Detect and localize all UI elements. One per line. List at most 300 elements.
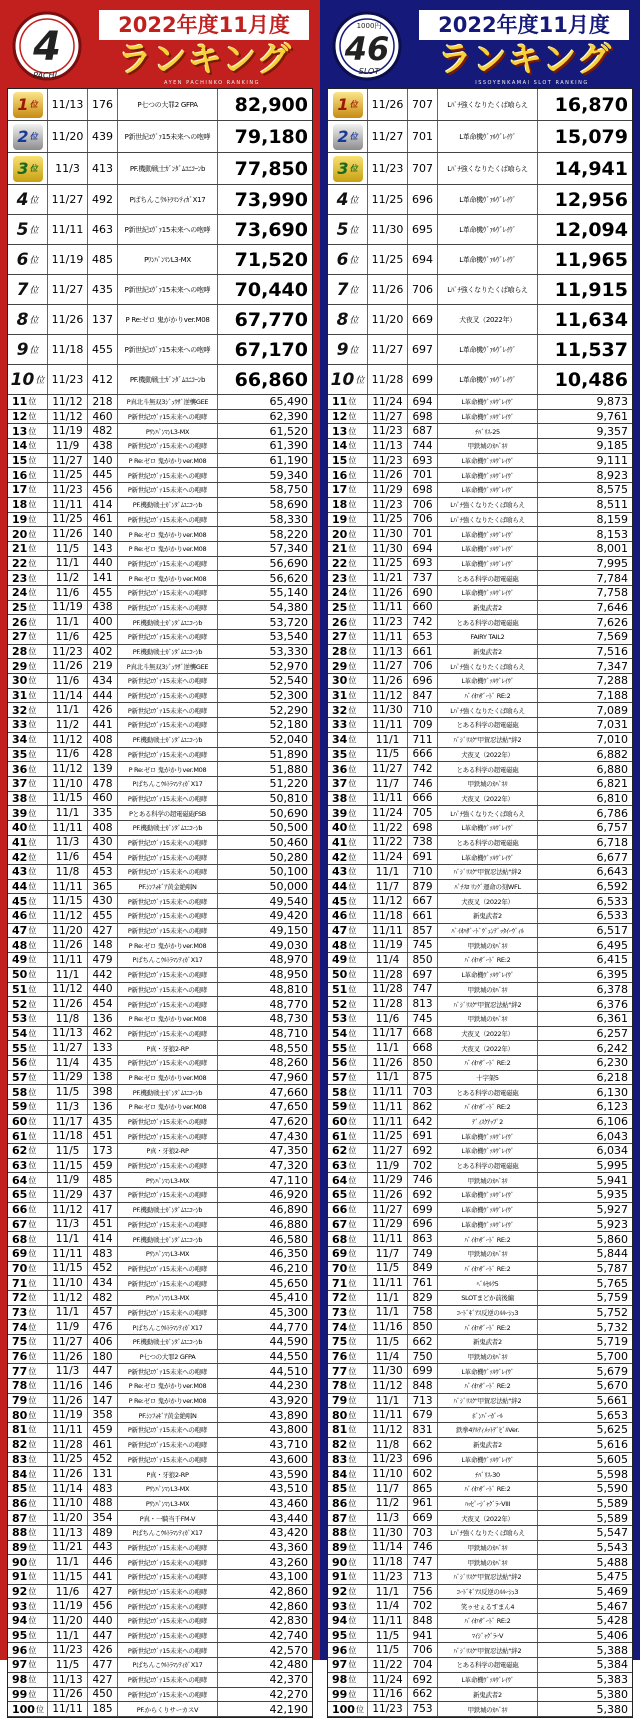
- machine-name-cell: P新世紀ｴｳﾞｧ15未来への咆哮: [118, 997, 218, 1011]
- date-cell: 11/26: [48, 305, 88, 334]
- rank-suffix: 位: [28, 441, 37, 451]
- rank-cell: [328, 1232, 368, 1246]
- machine-name-cell: 新鬼武者2: [438, 1335, 538, 1349]
- rank-suffix: 位: [28, 426, 37, 436]
- machine-name-cell: PﾜﾝﾊﾟﾝﾏﾝL3-MX: [118, 1497, 218, 1511]
- date-cell: 11/15: [48, 792, 88, 806]
- machine-name-cell: ﾁﾊﾞﾘｽ-30: [438, 1467, 538, 1481]
- rank-suffix: 位: [348, 779, 357, 789]
- rank-cell: [328, 365, 368, 394]
- machine-name-cell: ﾊﾞｲｵﾊｻﾞｰﾄﾞｳﾞｪﾝﾃﾞｯﾀｲｰｳﾞｨﾙ: [438, 924, 538, 938]
- payout-value-cell: 45,300: [269, 1305, 308, 1319]
- machine-number-cell: 849: [408, 1262, 438, 1276]
- rank-cell: [328, 1408, 368, 1422]
- date-cell: 11/17: [48, 1115, 88, 1129]
- rank-suffix: 位: [28, 1587, 37, 1597]
- rank-suffix: 位: [28, 1087, 37, 1097]
- rank-number: 35: [12, 747, 28, 761]
- date-cell: 11/11: [48, 953, 88, 967]
- ranking-row: [328, 909, 632, 924]
- ranking-row: [328, 703, 632, 718]
- ranking-row: [8, 909, 312, 924]
- date-cell: 11/12: [48, 762, 88, 776]
- machine-number-cell: 696: [408, 1453, 438, 1467]
- rank-cell: [8, 1438, 48, 1452]
- rank-cell: [328, 1673, 368, 1687]
- payout-value-cell: 44,770: [269, 1320, 308, 1334]
- rank-cell: [8, 850, 48, 864]
- rank-number: 34: [12, 733, 28, 747]
- slot-year-title: 2022年度11月度: [419, 10, 629, 40]
- rank-suffix: 位: [348, 1572, 357, 1582]
- rank-cell: [328, 468, 368, 482]
- rank-suffix: 位: [348, 852, 357, 862]
- date-cell: 11/2: [368, 1497, 408, 1511]
- rank-cell: [328, 395, 368, 409]
- rank-number: 16: [332, 468, 348, 482]
- payout-value-cell: 6,034: [596, 1144, 628, 1158]
- rank-cell: [328, 777, 368, 791]
- rank-number: 81: [12, 1423, 28, 1437]
- payout-value-cell: 7,089: [596, 703, 628, 717]
- date-cell: 11/1: [368, 733, 408, 747]
- rank-cell: [8, 615, 48, 629]
- rank-number: 17: [12, 483, 28, 497]
- machine-name-cell: PF.機動戦士ｶﾞﾝﾀﾞﾑﾕﾆｺｰﾝb: [118, 645, 218, 659]
- rank-medal-icon: [13, 92, 43, 118]
- machine-name-cell: L革命機ｳﾞｧﾙｳﾞﾚｲｳﾞ: [438, 1453, 538, 1467]
- ranking-row: [328, 1056, 632, 1071]
- date-cell: 11/11: [368, 1276, 408, 1290]
- machine-name-cell: L革命機ｳﾞｧﾙｳﾞﾚｲｳﾞ: [438, 1364, 538, 1378]
- rank-suffix: 位: [348, 970, 357, 980]
- rank-number: 64: [12, 1173, 28, 1187]
- ranking-row: [328, 777, 632, 792]
- payout-value-cell: 43,920: [269, 1394, 308, 1408]
- slot-badge-logo: [329, 6, 409, 88]
- date-cell: 11/9: [48, 1320, 88, 1334]
- date-cell: 11/29: [48, 1071, 88, 1085]
- payout-value-cell: 43,510: [269, 1482, 308, 1496]
- machine-name-cell: P真・牙狼2-RP: [118, 1467, 218, 1481]
- payout-value-cell: 5,467: [596, 1599, 628, 1613]
- rank-cell: [328, 997, 368, 1011]
- payout-value-cell: 5,844: [596, 1247, 628, 1261]
- rank-number: 36: [12, 762, 28, 776]
- machine-number-cell: 666: [408, 748, 438, 762]
- payout-value-cell: 47,430: [269, 1129, 308, 1143]
- payout-value-cell: 43,600: [269, 1452, 308, 1466]
- ranking-row: [328, 1027, 632, 1042]
- rank-cell: [8, 1247, 48, 1261]
- payout-value-cell: 5,923: [596, 1217, 628, 1231]
- machine-number-cell: 479: [88, 953, 118, 967]
- machine-name-cell: 甲鉄城のｶﾊﾞﾈﾘ: [438, 439, 538, 453]
- payout-value-cell: 48,550: [269, 1041, 308, 1055]
- machine-number-cell: 435: [88, 275, 118, 304]
- ranking-row: [8, 1115, 312, 1130]
- payout-value-cell: 6,786: [596, 806, 628, 820]
- date-cell: 11/12: [368, 689, 408, 703]
- rank-suffix: 位: [348, 1249, 357, 1259]
- rank-suffix: 位: [348, 940, 357, 950]
- date-cell: 11/12: [48, 909, 88, 923]
- machine-number-cell: 661: [408, 909, 438, 923]
- rank-cell: [8, 395, 48, 409]
- rank-cell: [8, 703, 48, 717]
- rank-number: 77: [332, 1364, 348, 1378]
- rank-cell: [328, 703, 368, 717]
- rank-suffix: 位: [28, 647, 37, 657]
- date-cell: 11/22: [368, 836, 408, 850]
- rank-suffix: 位: [28, 970, 37, 980]
- machine-number-cell: 485: [88, 1173, 118, 1187]
- rank-suffix: 位: [29, 196, 39, 206]
- ranking-row: [328, 586, 632, 601]
- rank-suffix: 位: [348, 426, 357, 436]
- rank-cell: [328, 542, 368, 556]
- rank-cell: [8, 557, 48, 571]
- rank-number: 85: [332, 1482, 348, 1496]
- rank-suffix: 位: [28, 823, 37, 833]
- rank-suffix: 位: [348, 720, 357, 730]
- rank-number: 4: [16, 189, 29, 210]
- rank-number: 72: [332, 1291, 348, 1305]
- rank-number: 15: [332, 454, 348, 468]
- ranking-row: [8, 601, 312, 616]
- date-cell: 11/26: [48, 997, 88, 1011]
- machine-name-cell: P Re:ゼロ 鬼がかりver.M08: [118, 1379, 218, 1393]
- payout-value-cell: 15,079: [554, 125, 628, 148]
- rank-number: 83: [12, 1452, 28, 1466]
- rank-cell: [328, 121, 368, 152]
- payout-value-cell: 5,625: [596, 1423, 628, 1437]
- rank-suffix: 位: [28, 1469, 37, 1479]
- date-cell: 11/23: [368, 424, 408, 438]
- date-cell: 11/12: [368, 894, 408, 908]
- rank-suffix: 位: [348, 1396, 357, 1406]
- rank-cell: [328, 1085, 368, 1099]
- machine-name-cell: P新世紀ｴｳﾞｧ15未来への咆哮: [118, 215, 218, 244]
- ranking-row: [328, 836, 632, 851]
- payout-value-cell: 6,821: [596, 777, 628, 791]
- machine-number-cell: 706: [408, 498, 438, 512]
- payout-value-cell: 5,661: [596, 1394, 628, 1408]
- payout-value-cell: 61,520: [269, 424, 308, 438]
- rank-cell: [8, 1144, 48, 1158]
- rank-number: 50: [332, 968, 348, 982]
- payout-value-cell: 6,757: [596, 821, 628, 835]
- ranking-row: [328, 1041, 632, 1056]
- ranking-row: [328, 806, 632, 821]
- date-cell: 11/27: [48, 1335, 88, 1349]
- rank-number: 4: [336, 189, 349, 210]
- rank-cell: [328, 1643, 368, 1657]
- ranking-row: [328, 659, 632, 674]
- rank-cell: [8, 335, 48, 364]
- payout-value-cell: 6,677: [596, 850, 628, 864]
- payout-value-cell: 5,388: [596, 1643, 628, 1657]
- rank-number: 46: [12, 909, 28, 923]
- machine-name-cell: とある科学の超電磁砲: [438, 836, 538, 850]
- rank-suffix: 位: [348, 1072, 357, 1082]
- rank-suffix: 位: [348, 926, 357, 936]
- rank-number: 79: [12, 1394, 28, 1408]
- rank-cell: [328, 1203, 368, 1217]
- ranking-row: [328, 1482, 632, 1497]
- rank-suffix: 位: [348, 984, 357, 994]
- payout-value-cell: 12,956: [554, 188, 628, 211]
- payout-value-cell: 7,010: [596, 733, 628, 747]
- date-cell: 11/27: [368, 659, 408, 673]
- rank-number: 88: [332, 1526, 348, 1540]
- payout-value-cell: 6,882: [596, 747, 628, 761]
- rank-cell: [328, 527, 368, 541]
- machine-number-cell: 139: [88, 762, 118, 776]
- machine-number-cell: 703: [408, 1526, 438, 1540]
- payout-value-cell: 5,384: [596, 1658, 628, 1672]
- payout-value-cell: 52,040: [269, 733, 308, 747]
- rank-cell: [8, 1408, 48, 1422]
- machine-number-cell: 850: [408, 953, 438, 967]
- machine-number-cell: 456: [88, 483, 118, 497]
- ranking-row: [8, 121, 312, 153]
- machine-name-cell: P七つの大罪2 GFPA: [118, 1350, 218, 1364]
- date-cell: 11/19: [48, 1599, 88, 1613]
- rank-number: 40: [332, 821, 348, 835]
- payout-value-cell: 50,100: [269, 865, 308, 879]
- payout-value-cell: 53,720: [269, 615, 308, 629]
- payout-value-cell: 43,420: [269, 1526, 308, 1540]
- rank-cell: [328, 601, 368, 615]
- ranking-row: [328, 983, 632, 998]
- rank-cell: [328, 498, 368, 512]
- ranking-row: [8, 894, 312, 909]
- machine-name-cell: 犬夜叉（2022年）: [438, 1041, 538, 1055]
- rank-cell: [8, 1320, 48, 1334]
- machine-name-cell: P新世紀ｴｳﾞｧ15未来への咆哮: [118, 718, 218, 732]
- machine-number-cell: 427: [88, 1673, 118, 1687]
- rank-cell: [328, 938, 368, 952]
- machine-number-cell: 335: [88, 806, 118, 820]
- rank-cell: [8, 1599, 48, 1613]
- date-cell: 11/9: [48, 1173, 88, 1187]
- rank-cell: [328, 424, 368, 438]
- rank-suffix: 位: [348, 911, 357, 921]
- rank-number: 25: [12, 600, 28, 614]
- machine-name-cell: P Re:ゼロ 鬼がかりver.M08: [118, 1012, 218, 1026]
- rank-suffix: 位: [349, 346, 359, 356]
- date-cell: 11/1: [48, 615, 88, 629]
- payout-value-cell: 42,190: [269, 1702, 308, 1716]
- rank-suffix: 位: [28, 749, 37, 759]
- machine-name-cell: とある科学の超電磁砲: [438, 718, 538, 732]
- rank-number: 29: [332, 659, 348, 673]
- machine-number-cell: 452: [88, 1453, 118, 1467]
- rank-number: 78: [332, 1379, 348, 1393]
- machine-name-cell: P Re:ゼロ 鬼がかりver.M08: [118, 305, 218, 334]
- machine-name-cell: P新世紀ｴｳﾞｧ15未来への咆哮: [118, 1614, 218, 1628]
- machine-name-cell: P新世紀ｴｳﾞｧ15未来への咆哮: [118, 983, 218, 997]
- rank-number: 11: [332, 395, 348, 409]
- rank-number: 38: [12, 791, 28, 805]
- ranking-row: [328, 121, 632, 153]
- machine-number-cell: 398: [88, 1085, 118, 1099]
- date-cell: 11/8: [368, 1438, 408, 1452]
- payout-value-cell: 6,517: [596, 924, 628, 938]
- date-cell: 11/1: [368, 1394, 408, 1408]
- machine-number-cell: 668: [408, 1041, 438, 1055]
- rank-number: 20: [332, 527, 348, 541]
- ranking-row: [328, 557, 632, 572]
- machine-number-cell: 667: [408, 894, 438, 908]
- date-cell: 11/1: [48, 968, 88, 982]
- rank-number: 94: [332, 1614, 348, 1628]
- machine-name-cell: L革命機ｳﾞｧﾙｳﾞﾚｲｳﾞ: [438, 215, 538, 244]
- rank-number: 65: [12, 1188, 28, 1202]
- machine-name-cell: とある科学の超電磁砲: [438, 762, 538, 776]
- machine-number-cell: 668: [408, 1027, 438, 1041]
- ranking-row: [8, 924, 312, 939]
- payout-value-cell: 6,378: [596, 982, 628, 996]
- machine-name-cell: PF.機動戦士ｶﾞﾝﾀﾞﾑﾕﾆｺｰﾝb: [118, 615, 218, 629]
- rank-suffix: 位: [348, 808, 357, 818]
- payout-value-cell: 7,516: [596, 645, 628, 659]
- rank-number: 1: [17, 95, 29, 114]
- ranking-row: [328, 395, 632, 410]
- ranking-row: [8, 1482, 312, 1497]
- date-cell: 11/17: [368, 1027, 408, 1041]
- machine-name-cell: とある科学の超電磁砲: [438, 571, 538, 585]
- rank-number: 85: [12, 1482, 28, 1496]
- payout-value-cell: 6,718: [596, 835, 628, 849]
- rank-number: 6: [16, 249, 29, 270]
- rank-cell: [8, 1335, 48, 1349]
- rank-suffix: 位: [28, 1675, 37, 1685]
- machine-number-cell: 483: [88, 1482, 118, 1496]
- ranking-row: [8, 880, 312, 895]
- payout-value-cell: 49,540: [269, 894, 308, 908]
- payout-value-cell: 67,770: [234, 308, 308, 331]
- payout-value-cell: 6,106: [596, 1115, 628, 1129]
- machine-number-cell: 414: [88, 1232, 118, 1246]
- machine-name-cell: Lﾊﾟﾁ強くなりたくば喰らえ: [438, 275, 538, 304]
- payout-value-cell: 48,710: [269, 1026, 308, 1040]
- machine-name-cell: L革命機ｳﾞｧﾙｳﾞﾚｲｳﾞ: [438, 1129, 538, 1143]
- machine-name-cell: P Re:ゼロ 鬼がかりver.M08: [118, 571, 218, 585]
- rank-number: 59: [332, 1100, 348, 1114]
- rank-cell: [8, 245, 48, 274]
- rank-cell: [8, 1702, 48, 1716]
- machine-number-cell: 141: [88, 571, 118, 585]
- machine-name-cell: L革命機ｳﾞｧﾙｳﾞﾚｲｳﾞ: [438, 395, 538, 409]
- machine-number-cell: 701: [408, 527, 438, 541]
- payout-value-cell: 11,537: [554, 338, 628, 361]
- rank-suffix: 位: [28, 1117, 37, 1127]
- machine-number-cell: 445: [88, 468, 118, 482]
- rank-cell: [328, 1555, 368, 1569]
- machine-number-cell: 698: [408, 410, 438, 424]
- payout-value-cell: 44,590: [269, 1335, 308, 1349]
- date-cell: 11/28: [48, 1438, 88, 1452]
- machine-number-cell: 669: [408, 1511, 438, 1525]
- ranking-row: [8, 1173, 312, 1188]
- date-cell: 11/27: [368, 762, 408, 776]
- rank-cell: [8, 513, 48, 527]
- machine-number-cell: 699: [408, 1364, 438, 1378]
- rank-number: 10: [330, 369, 355, 390]
- rank-cell: [328, 1056, 368, 1070]
- ranking-row: [328, 1262, 632, 1277]
- rank-number: 61: [332, 1129, 348, 1143]
- machine-number-cell: 850: [408, 1056, 438, 1070]
- rank-number: 27: [12, 630, 28, 644]
- payout-value-cell: 46,890: [269, 1203, 308, 1217]
- ranking-row: [8, 953, 312, 968]
- payout-value-cell: 5,428: [596, 1614, 628, 1628]
- machine-name-cell: L革命機ｳﾞｧﾙｳﾞﾚｲｳﾞ: [438, 483, 538, 497]
- rank-suffix: 位: [28, 1660, 37, 1670]
- machine-number-cell: 761: [408, 1276, 438, 1290]
- date-cell: 11/11: [368, 601, 408, 615]
- machine-name-cell: PぱちんこｳﾙﾄﾗﾏﾝﾃｨｶﾞX17: [118, 777, 218, 791]
- ranking-row: [328, 1497, 632, 1512]
- date-cell: 11/12: [48, 983, 88, 997]
- machine-name-cell: P七つの大罪2 GFPA: [118, 89, 218, 120]
- machine-number-cell: 450: [88, 1688, 118, 1702]
- rank-cell: [8, 938, 48, 952]
- rank-suffix: 位: [348, 999, 357, 1009]
- payout-value-cell: 5,759: [596, 1291, 628, 1305]
- rank-cell: [8, 1497, 48, 1511]
- machine-number-cell: 744: [408, 439, 438, 453]
- ranking-row: [8, 1056, 312, 1071]
- rank-number: 74: [332, 1320, 348, 1334]
- machine-name-cell: PF.機動戦士ｶﾞﾝﾀﾞﾑﾕﾆｺｰﾝb: [118, 1335, 218, 1349]
- date-cell: 11/5: [368, 1629, 408, 1643]
- machine-number-cell: 358: [88, 1408, 118, 1422]
- machine-number-cell: 747: [408, 983, 438, 997]
- rank-suffix: 位: [348, 1322, 357, 1332]
- rank-suffix: 位: [348, 1366, 357, 1376]
- rank-cell: [328, 1262, 368, 1276]
- ranking-row: [8, 1335, 312, 1350]
- ranking-row: [8, 762, 312, 777]
- date-cell: 11/11: [48, 215, 88, 244]
- rank-cell: [328, 924, 368, 938]
- rank-suffix: 位: [348, 1190, 357, 1200]
- rank-suffix: 位: [348, 1278, 357, 1288]
- ranking-row: [8, 748, 312, 763]
- ranking-row: [328, 89, 632, 121]
- rank-suffix: 位: [348, 867, 357, 877]
- rank-suffix: 位: [28, 926, 37, 936]
- ranking-row: [328, 424, 632, 439]
- date-cell: 11/13: [48, 1027, 88, 1041]
- ranking-row: [328, 153, 632, 185]
- machine-name-cell: L革命機ｳﾞｧﾙｳﾞﾚｲｳﾞ: [438, 365, 538, 394]
- date-cell: 11/25: [368, 557, 408, 571]
- rank-number: 59: [12, 1100, 28, 1114]
- ranking-row: [328, 185, 632, 215]
- rank-suffix: 位: [348, 1616, 357, 1626]
- rank-suffix: 位: [349, 100, 358, 109]
- payout-value-cell: 42,830: [269, 1614, 308, 1628]
- date-cell: 11/25: [48, 1453, 88, 1467]
- machine-name-cell: ﾊﾞｲｵﾊｻﾞｰﾄﾞ RE:2: [438, 1614, 538, 1628]
- date-cell: 11/23: [368, 615, 408, 629]
- payout-value-cell: 5,589: [596, 1511, 628, 1525]
